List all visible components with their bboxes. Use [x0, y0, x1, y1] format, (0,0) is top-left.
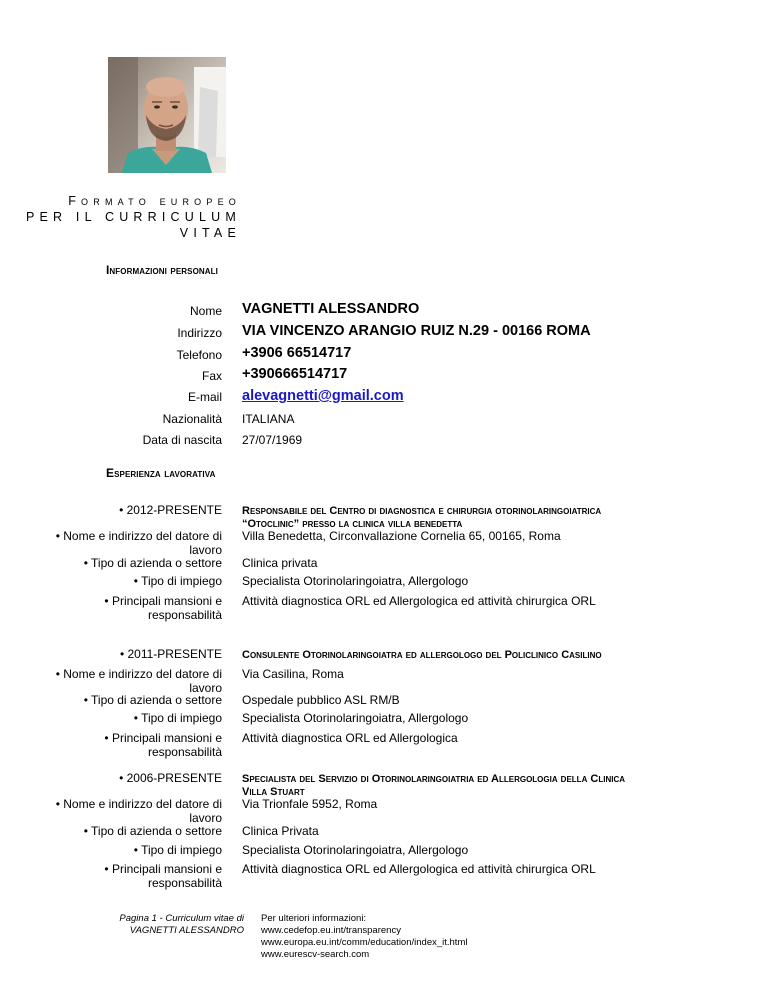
label-nationality: Nazionalità: [162, 412, 222, 426]
value-phone: +3906 66514717: [242, 345, 352, 361]
label-duties: • Principali mansioni e: [104, 731, 222, 745]
value-employer: Via Casilina, Roma: [242, 667, 344, 681]
label-birthdate: Data di nascita: [142, 433, 222, 447]
entry-period: • 2012-PRESENTE: [119, 503, 222, 517]
value-sector: Clinica privata: [242, 556, 318, 570]
portrait-image: [108, 57, 226, 173]
value-sector: Ospedale pubblico ASL RM/B: [242, 693, 400, 707]
footer-page-owner: VAGNETTI ALESSANDRO: [129, 925, 244, 936]
value-duties: Attività diagnostica ORL ed Allergologica ed attività chirurgica ORL: [242, 862, 596, 876]
document-title-line-2: PER IL CURRICULUM: [25, 210, 241, 224]
entry-title: Responsabile del Centro di diagnostica e chirurgia otorinolaringoiatrica: [242, 505, 602, 517]
label-employer: • Nome e indirizzo del datore di: [55, 797, 222, 811]
footer-more-info: [261, 913, 467, 961]
profile-photo: [108, 57, 226, 173]
label-fax: Fax: [201, 369, 222, 383]
value-duties: Attività diagnostica ORL ed Allergologica: [242, 731, 458, 745]
section-title-experience: Esperienza lavorativa: [106, 466, 216, 480]
entry-period: • 2011-PRESENTE: [119, 647, 222, 661]
label-employer: • Nome e indirizzo del datore di: [55, 667, 222, 681]
value-job-type: Specialista Otorinolaringoiatra, Allergologo: [242, 574, 469, 588]
value-birthdate: 27/07/1969: [242, 433, 303, 447]
section-title-personal: Informazioni personali: [106, 263, 218, 277]
value-name: VAGNETTI ALESSANDRO: [242, 301, 420, 317]
entry-title-line-2: “Otoclinic” presso la clinica villa benedetta: [242, 518, 463, 530]
footer-link[interactable]: www.europa.eu.int/comm/education/index_it.html: [261, 937, 468, 948]
value-job-type: Specialista Otorinolaringoiatra, Allergologo: [242, 711, 469, 725]
label-phone: Telefono: [176, 348, 222, 362]
entry-title: Specialista del Servizio di Otorinolaringoiatria ed Allergologia della Clinica: [242, 773, 626, 785]
label-duties: • Principali mansioni e: [104, 862, 222, 876]
label-address: Indirizzo: [177, 326, 222, 340]
label-employer-cont: lavoro: [189, 811, 222, 825]
value-sector: Clinica Privata: [242, 824, 319, 838]
label-sector: • Tipo di azienda o settore: [83, 693, 222, 707]
value-job-type: Specialista Otorinolaringoiatra, Allergologo: [242, 843, 469, 857]
label-duties-cont: responsabilità: [147, 608, 222, 622]
value-fax: +390666514717: [242, 366, 348, 382]
label-employer: • Nome e indirizzo del datore di: [55, 529, 222, 543]
value-address: VIA VINCENZO ARANGIO RUIZ N.29 - 00166 ROMA: [242, 323, 591, 339]
value-duties: Attività diagnostica ORL ed Allergologica ed attività chirurgica ORL: [242, 594, 596, 608]
label-duties-cont: responsabilità: [147, 876, 222, 890]
label-sector: • Tipo di azienda o settore: [83, 824, 222, 838]
label-employer-cont: lavoro: [189, 543, 222, 557]
email-link[interactable]: alevagnetti@gmail.com: [242, 388, 404, 404]
label-duties: • Principali mansioni e: [104, 594, 222, 608]
footer-more-info-heading: Per ulteriori informazioni:: [261, 913, 367, 924]
value-nationality: ITALIANA: [242, 412, 295, 426]
label-job-type: • Tipo di impiego: [133, 574, 222, 588]
label-duties-cont: responsabilità: [147, 745, 222, 759]
label-job-type: • Tipo di impiego: [133, 843, 222, 857]
entry-title-line-2: Villa Stuart: [242, 786, 305, 798]
document-title-line-3: VITAE: [179, 226, 241, 240]
entry-period: • 2006-PRESENTE: [119, 771, 222, 785]
value-employer: Villa Benedetta, Circonvallazione Cornelia 65, 00165, Roma: [242, 529, 561, 543]
value-employer: Via Trionfale 5952, Roma: [242, 797, 378, 811]
label-job-type: • Tipo di impiego: [133, 711, 222, 725]
footer-link[interactable]: www.eurescv-search.com: [261, 949, 370, 960]
footer-page-info: Pagina 1 - Curriculum vitae di: [119, 913, 244, 924]
label-name: Nome: [189, 304, 222, 318]
footer-link[interactable]: www.cedefop.eu.int/transparency: [261, 925, 401, 936]
label-employer-cont: lavoro: [189, 681, 222, 695]
label-sector: • Tipo di azienda o settore: [83, 556, 222, 570]
document-title-line-1: Formato europeo: [68, 194, 241, 208]
entry-title: Consulente Otorinolaringoiatra ed allergologo del Policlinico Casilino: [242, 649, 602, 661]
label-email: E-mail: [187, 390, 222, 404]
